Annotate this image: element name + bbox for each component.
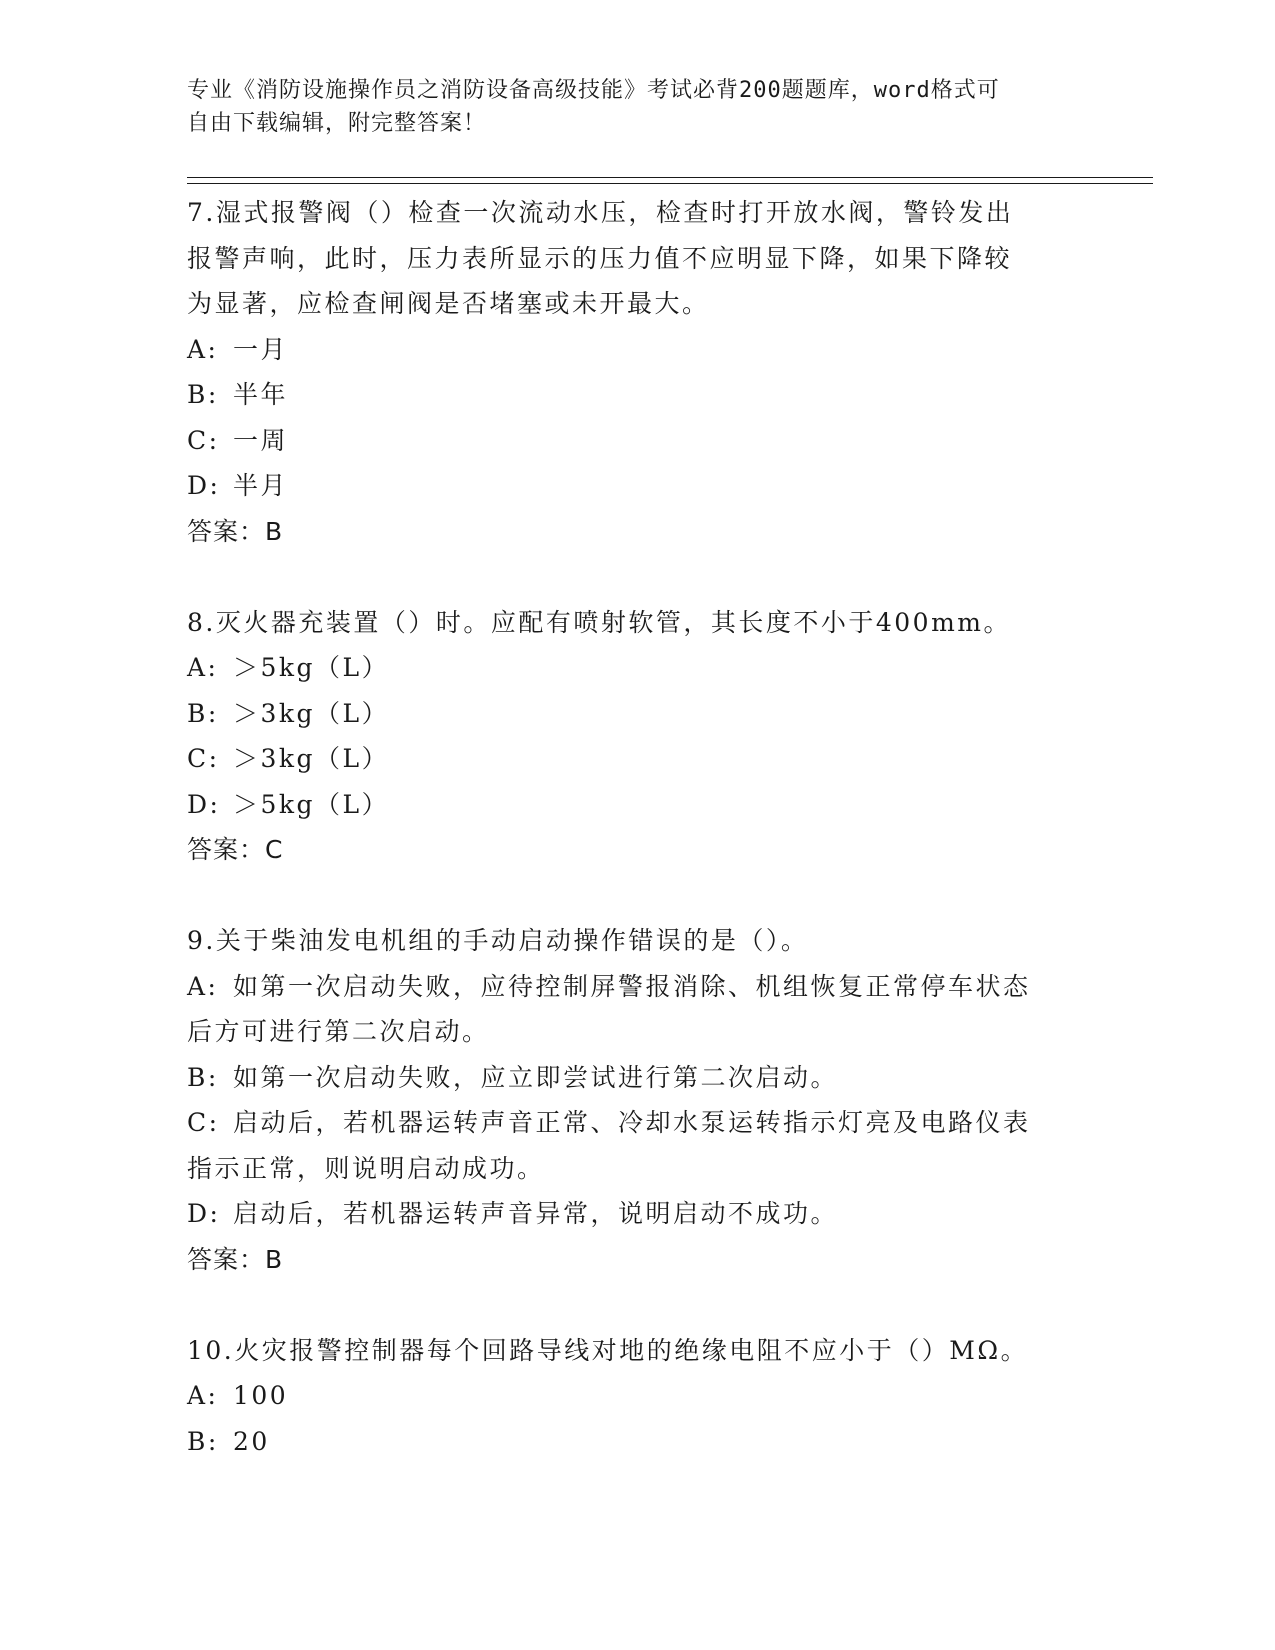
option-letter: D: bbox=[187, 471, 221, 500]
option-letter: B: bbox=[187, 380, 219, 409]
option-text: 如第一次启动失败，应立即尝试进行第二次启动。 bbox=[233, 1062, 839, 1092]
option-letter: C: bbox=[187, 1108, 220, 1137]
header-line-1: 专业《消防设施操作员之消防设备高级技能》考试必背200题题库，word格式可 bbox=[187, 78, 1000, 103]
option-text: 20 bbox=[233, 1426, 270, 1456]
header-divider-top bbox=[187, 177, 1153, 178]
option-d bbox=[187, 1191, 1087, 1237]
question-list bbox=[187, 190, 1087, 1464]
option-text: 半年 bbox=[233, 380, 289, 409]
option-text: 半月 bbox=[233, 471, 289, 500]
option-c bbox=[187, 736, 1087, 782]
option-text: 一周 bbox=[233, 425, 289, 455]
question-text-line: 9.关于柴油发电机组的手动启动操作错误的是（）。 bbox=[187, 926, 809, 955]
question-spacer bbox=[187, 1282, 1087, 1328]
option-b bbox=[187, 691, 1087, 737]
option-letter: A: bbox=[187, 653, 219, 682]
question-text-line: 报警声响，此时，压力表所显示的压力值不应明显下降，如果下降较 bbox=[187, 243, 1013, 273]
option-d bbox=[187, 463, 1087, 509]
option-b bbox=[187, 372, 1087, 418]
option-letter: B: bbox=[187, 1062, 219, 1092]
option-text: ＞3kg（L） bbox=[233, 744, 390, 773]
question-spacer bbox=[187, 554, 1087, 600]
option-text: 一月 bbox=[233, 334, 289, 364]
answer-text: 答案：B bbox=[187, 516, 284, 546]
option-text: ＞5kg（L） bbox=[233, 653, 390, 682]
answer-text: 答案：B bbox=[187, 1244, 284, 1274]
option-letter: B: bbox=[187, 698, 219, 728]
header-divider-bottom bbox=[187, 183, 1153, 184]
option-b bbox=[187, 1419, 1087, 1465]
option-a bbox=[187, 1373, 1087, 1419]
option-letter: B: bbox=[187, 1426, 219, 1456]
question-text-line: 7.湿式报警阀（）检查一次流动水压，检查时打开放水阀，警铃发出 bbox=[187, 198, 1014, 227]
option-letter: A: bbox=[187, 971, 219, 1001]
option-c bbox=[187, 1100, 1087, 1146]
document-header bbox=[187, 74, 1067, 140]
option-letter: A: bbox=[187, 334, 219, 364]
option-a-continued: 后方可进行第二次启动。 bbox=[187, 1017, 490, 1046]
option-a bbox=[187, 964, 1087, 1010]
option-a bbox=[187, 645, 1087, 691]
answer-text: 答案：C bbox=[187, 835, 284, 864]
option-text: 如第一次启动失败，应待控制屏警报消除、机组恢复正常停车状态 bbox=[233, 971, 1031, 1001]
option-text: 100 bbox=[233, 1381, 289, 1410]
question-spacer bbox=[187, 873, 1087, 919]
option-a bbox=[187, 327, 1087, 373]
option-letter: A: bbox=[187, 1381, 219, 1410]
option-c-continued: 指示正常，则说明启动成功。 bbox=[187, 1153, 545, 1183]
question-text-line: 为显著，应检查闸阀是否堵塞或未开最大。 bbox=[187, 289, 710, 318]
question-9 bbox=[187, 918, 1087, 1282]
option-text: 启动后，若机器运转声音异常，说明启动不成功。 bbox=[233, 1199, 839, 1228]
option-letter: C: bbox=[187, 744, 220, 773]
header-line-2: 自由下载编辑，附完整答案！ bbox=[187, 111, 487, 136]
option-letter: D: bbox=[187, 789, 221, 819]
option-d bbox=[187, 782, 1087, 828]
option-text: ＞5kg（L） bbox=[233, 789, 390, 819]
option-letter: D: bbox=[187, 1199, 221, 1228]
question-text-line: 10.火灾报警控制器每个回路导线对地的绝缘电阻不应小于（）MΩ。 bbox=[187, 1335, 1029, 1365]
option-letter: C: bbox=[187, 425, 220, 455]
option-text: ＞3kg（L） bbox=[233, 698, 390, 728]
question-8 bbox=[187, 600, 1087, 873]
question-text-line: 8.灭火器充装置（）时。应配有喷射软管，其长度不小于400mm。 bbox=[187, 607, 1011, 637]
option-c bbox=[187, 418, 1087, 464]
option-b bbox=[187, 1055, 1087, 1101]
option-text: 启动后，若机器运转声音正常、冷却水泵运转指示灯亮及电路仪表 bbox=[233, 1108, 1031, 1137]
question-7 bbox=[187, 190, 1087, 554]
question-10 bbox=[187, 1328, 1087, 1465]
